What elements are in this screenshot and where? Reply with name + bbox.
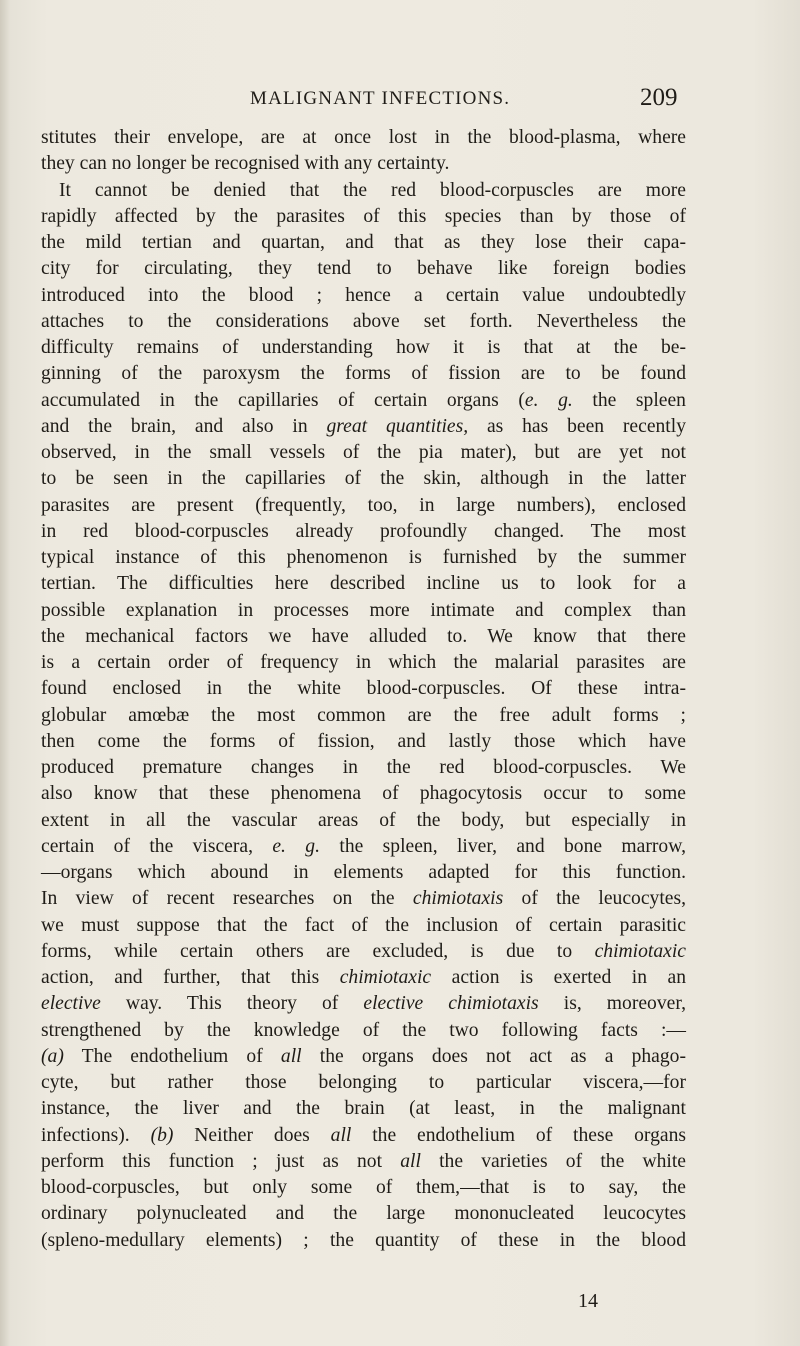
- page-gutter-shadow: [0, 0, 10, 1346]
- text-line: they can no longer be recognised with any certainty.: [41, 153, 450, 175]
- text-line: then come the forms of fission, and lastly those which have: [41, 730, 686, 752]
- text-line: perform this function ; just as not all the varieties of the white: [41, 1150, 686, 1172]
- text-line: instance, the liver and the brain (at least, in the malignant: [41, 1098, 686, 1120]
- text-line: rapidly affected by the parasites of this species than by those of: [41, 205, 686, 227]
- text-line: cyte, but rather those belonging to particular viscera,—for: [41, 1072, 686, 1093]
- text-line: blood-corpuscles, but only some of them,—that is to say, the: [41, 1177, 686, 1198]
- text-line: action, and further, that this chimiotaxic action is exerted in an: [41, 967, 686, 988]
- text-line: ordinary polynucleated and the large mononucleated leucocytes: [41, 1203, 686, 1225]
- text-line: forms, while certain others are excluded, is due to chimiotaxic: [41, 940, 686, 962]
- text-line: globular amœbæ the most common are the free adult forms ;: [41, 704, 686, 726]
- text-line: certain of the viscera, e. g. the spleen, liver, and bone marrow,: [41, 835, 686, 857]
- text-line: we must suppose that the fact of the inclusion of certain parasitic: [41, 914, 686, 936]
- text-line: found enclosed in the white blood-corpuscles. Of these intra-: [41, 678, 686, 700]
- text-line: the mild tertian and quartan, and that as they lose their capa-: [41, 232, 686, 253]
- text-line: (a) The endothelium of all the organs does not act as a phago-: [41, 1045, 686, 1067]
- text-line: is a certain order of frequency in which the malarial parasites are: [41, 652, 686, 673]
- text-line: produced premature changes in the red blood-corpuscles. We: [41, 757, 686, 778]
- text-line: difficulty remains of understanding how it is that at the be-: [41, 337, 686, 358]
- text-line: observed, in the small vessels of the pia mater), but are yet not: [41, 442, 686, 463]
- page-number: 209: [640, 84, 678, 111]
- text-line: It cannot be denied that the red blood-corpuscles are more: [59, 179, 686, 201]
- text-line: stitutes their envelope, are at once lost in the blood-plasma, where: [41, 127, 686, 148]
- text-line: possible explanation in processes more intimate and complex than: [41, 599, 686, 621]
- text-line: —organs which abound in elements adapted for this function.: [41, 862, 686, 883]
- text-line: attaches to the considerations above set forth. Nevertheless the: [41, 310, 686, 332]
- text-line: strengthened by the knowledge of the two following facts :—: [41, 1019, 686, 1041]
- text-line: the mechanical factors we have alluded to. We know that there: [41, 625, 686, 647]
- running-title: MALIGNANT INFECTIONS.: [250, 88, 511, 109]
- text-line: parasites are present (frequently, too, in large numbers), enclosed: [41, 494, 686, 516]
- text-line: elective way. This theory of elective chimiotaxis is, moreover,: [41, 993, 686, 1015]
- text-line: ginning of the paroxysm the forms of fission are to be found: [41, 363, 686, 385]
- text-line: and the brain, and also in great quantities, as has been recently: [41, 415, 686, 437]
- signature-mark: 14: [578, 1290, 598, 1312]
- text-line: accumulated in the capillaries of certain organs (e. g. the spleen: [41, 389, 686, 411]
- text-line: to be seen in the capillaries of the skin, although in the latter: [41, 468, 686, 490]
- text-line: infections). (b) Neither does all the endothelium of these organs: [41, 1124, 687, 1146]
- text-line: in red blood-corpuscles already profoundly changed. The most: [41, 520, 686, 542]
- text-line: tertian. The difficulties here described incline us to look for a: [41, 573, 686, 595]
- text-line: (spleno-medullary elements) ; the quantity of these in the blood: [41, 1229, 686, 1251]
- text-line: introduced into the blood ; hence a certain value undoubtedly: [41, 284, 686, 306]
- text-line: typical instance of this phenomenon is furnished by the summer: [41, 547, 686, 568]
- text-line: city for circulating, they tend to behave like foreign bodies: [41, 258, 686, 280]
- body-text: [41, 125, 686, 1254]
- page-header: [0, 84, 800, 118]
- text-line: In view of recent researches on the chimiotaxis of the leucocytes,: [41, 888, 686, 910]
- text-line: also know that these phenomena of phagocytosis occur to some: [41, 783, 686, 805]
- text-line: extent in all the vascular areas of the body, but especially in: [41, 809, 686, 831]
